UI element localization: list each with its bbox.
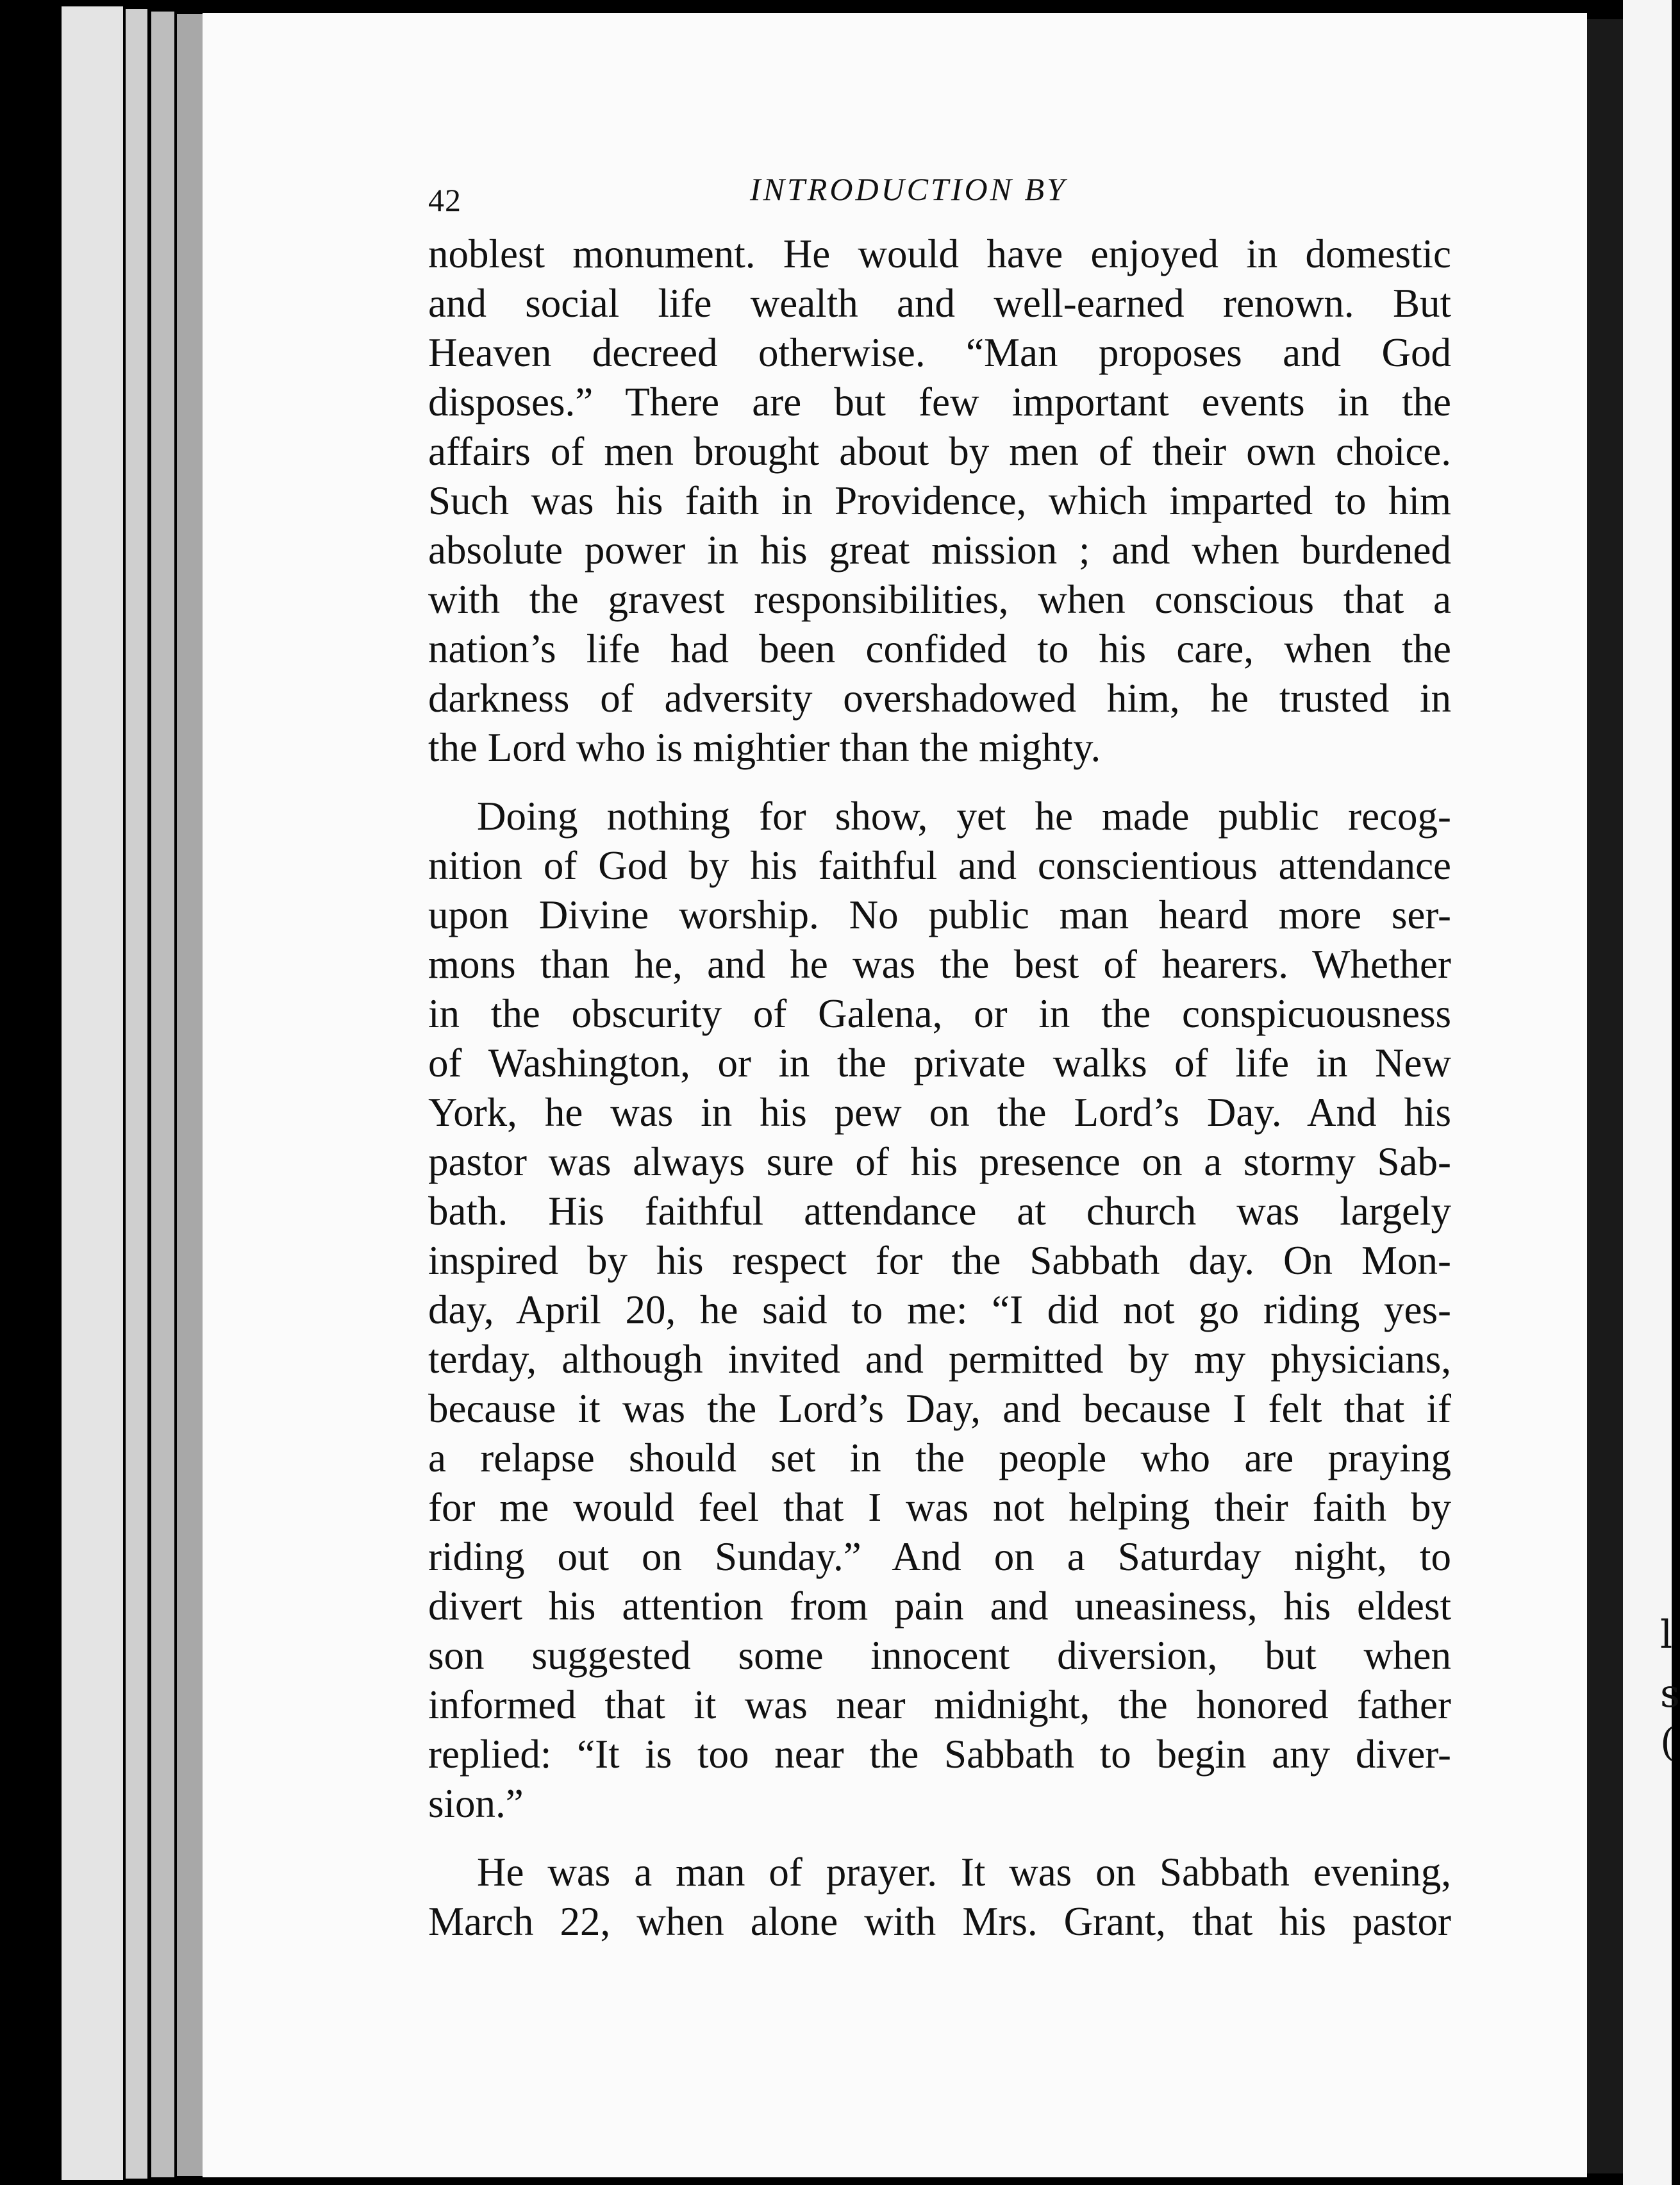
text-line: noblest monument. He would have enjoyed in domestic <box>428 231 1451 276</box>
text-line: terday, although invited and permitted by my physicians, <box>428 1337 1451 1382</box>
body-text <box>428 230 1451 1946</box>
page-number: 42 <box>428 182 462 218</box>
sliver-glyph: l <box>1660 1612 1673 1657</box>
text-line: absolute power in his great mission ; and when burdened <box>428 528 1451 573</box>
text-line: with the gravest responsibilities, when conscious that a <box>428 577 1451 622</box>
page-edge <box>177 14 203 2176</box>
text-line: informed that it was near midnight, the honored father <box>428 1682 1451 1727</box>
next-page-sliver <box>1623 0 1672 2185</box>
text-line: replied: “It is too near the Sabbath to begin any diver- <box>428 1732 1451 1777</box>
text-line: nition of God by his faithful and conscientious attendance <box>428 843 1451 888</box>
paragraph <box>428 792 1451 1829</box>
page-edge <box>62 6 123 2180</box>
text-line: inspired by his respect for the Sabbath day. On Mon- <box>428 1238 1451 1283</box>
text-line: and social life wealth and well-earned renown. But <box>428 281 1451 326</box>
text-line: sion.” <box>428 1781 524 1826</box>
paragraph <box>428 1848 1451 1946</box>
text-line: disposes.” There are but few important events in the <box>428 380 1451 424</box>
text-line: of Washington, or in the private walks of life in New <box>428 1041 1451 1085</box>
sliver-glyph: ( <box>1660 1720 1676 1765</box>
text-line: for me would feel that I was not helping their faith by <box>428 1485 1451 1530</box>
running-head: INTRODUCTION BY <box>750 171 1067 207</box>
text-line: Heaven decreed otherwise. “Man proposes and God <box>428 330 1451 375</box>
text-line: Such was his faith in Providence, which imparted to him <box>428 478 1451 523</box>
page-gutter-shadow <box>1587 19 1623 2173</box>
text-line: riding out on Sunday.” And on a Saturday night, to <box>428 1534 1451 1579</box>
text-line: He was a man of prayer. It was on Sabbath evening, <box>477 1850 1451 1895</box>
text-line: pastor was always sure of his presence on a stormy Sab- <box>428 1139 1451 1184</box>
page-edge <box>151 12 174 2177</box>
text-line: the Lord who is mightier than the mighty. <box>428 725 1101 770</box>
text-line: darkness of adversity overshadowed him, he trusted in <box>428 676 1451 721</box>
text-line: affairs of men brought about by men of their own choice. <box>428 429 1451 474</box>
text-line: a relapse should set in the people who are praying <box>428 1436 1451 1480</box>
text-line: son suggested some innocent diversion, but when <box>428 1633 1451 1678</box>
text-line: because it was the Lord’s Day, and because I felt that if <box>428 1386 1451 1431</box>
text-line: York, he was in his pew on the Lord’s Day. And his <box>428 1090 1451 1135</box>
sliver-glyph: s <box>1660 1671 1680 1716</box>
text-line: Doing nothing for show, yet he made public recog- <box>477 794 1451 839</box>
text-line: in the obscurity of Galena, or in the conspicuousness <box>428 991 1451 1036</box>
text-line: bath. His faithful attendance at church was largely <box>428 1189 1451 1234</box>
text-line: upon Divine worship. No public man heard more ser- <box>428 892 1451 937</box>
text-line: divert his attention from pain and uneasiness, his eldest <box>428 1584 1451 1628</box>
page-edge <box>126 9 147 2179</box>
text-line: mons than he, and he was the best of hearers. Whether <box>428 942 1451 987</box>
paragraph <box>428 230 1451 773</box>
text-line: March 22, when alone with Mrs. Grant, that his pastor <box>428 1899 1451 1944</box>
text-line: day, April 20, he said to me: “I did not go riding yes- <box>428 1287 1451 1332</box>
text-line: nation’s life had been confided to his care, when the <box>428 626 1451 671</box>
